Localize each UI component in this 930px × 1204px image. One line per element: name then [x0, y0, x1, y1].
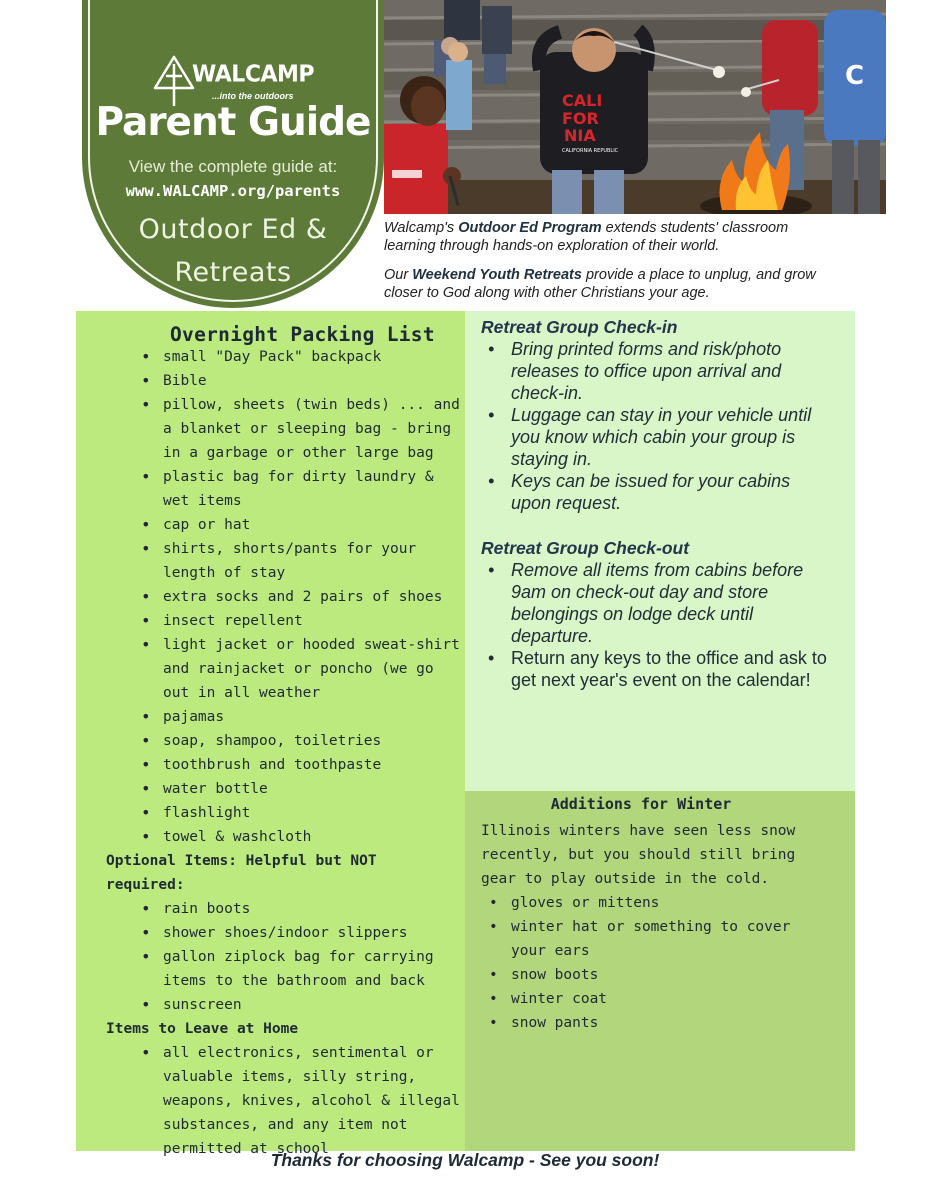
list-item: • winter coat [481, 987, 821, 1011]
svg-text:NIA: NIA [564, 126, 596, 145]
list-item: • Return any keys to the office and ask to get next year's event on the calendar! [485, 647, 835, 691]
winter-intro: Illinois winters have seen less snow recently, but you should still bring gear to play outside in the cold. [481, 823, 796, 887]
list-item: • pajamas [134, 705, 460, 729]
list-item: • rain boots [134, 897, 460, 921]
campfire-scene [384, 0, 886, 214]
winter-panel [465, 791, 855, 1151]
list-item: • small "Day Pack" backpack [134, 345, 460, 369]
intro-text [384, 219, 824, 313]
list-item: • Luggage can stay in your vehicle until you know which cabin your group is staying in. [485, 404, 835, 470]
page-title: Parent Guide [95, 100, 371, 145]
page-subtitle [82, 208, 384, 294]
list-item: • Keys can be issued for your cabins upon request. [485, 470, 835, 514]
list-item: • toothbrush and toothpaste [134, 753, 460, 777]
checkout-list [485, 559, 835, 691]
winter-body [481, 819, 821, 1035]
svg-text:CALI: CALI [562, 91, 603, 110]
list-item: • snow boots [481, 963, 821, 987]
optional-items-heading: Optional Items: Helpful but NOT required: [106, 853, 377, 893]
list-item: • insect repellent [134, 609, 460, 633]
list-item: • plastic bag for dirty laundry & wet items [134, 465, 460, 513]
subtitle-line-2: Retreats [174, 257, 292, 288]
list-item: • gloves or mittens [481, 891, 821, 915]
svg-text:FOR: FOR [562, 109, 599, 128]
checkout-heading: Retreat Group Check-out [481, 538, 690, 558]
intro-paragraph-1: Walcamp's Outdoor Ed Program extends students' classroom learning through hands-on exploration of their world. [384, 220, 789, 254]
list-item: • all electronics, sentimental or valuable items, silly string, weapons, knives, alcohol & illegal substances, and any item not permitted at school [134, 1041, 460, 1161]
list-item: • towel & washcloth [134, 825, 460, 849]
checkin-heading: Retreat Group Check-in [481, 317, 678, 337]
retreat-checkin-panel [465, 311, 855, 791]
weekend-youth-retreats: Weekend Youth Retreats [412, 267, 582, 283]
list-item: • sunscreen [134, 993, 460, 1017]
campfire-photo [384, 0, 886, 214]
winter-heading: Additions for Winter [550, 795, 732, 813]
logo-name: WALCAMP [192, 61, 315, 88]
packing-list-title: Overnight Packing List [170, 323, 435, 346]
list-item: • shirts, shorts/pants for your length of stay [134, 537, 460, 585]
list-item: • Remove all items from cabins before 9am on check-out day and store belongings on lodge deck until departure. [485, 559, 835, 647]
guide-url[interactable]: www.WALCAMP.org/parents [125, 182, 341, 200]
view-guide-text: View the complete guide at: [128, 157, 338, 176]
footer-message: Thanks for choosing Walcamp - See you soon! [270, 1150, 660, 1170]
winter-list [481, 891, 821, 1035]
packing-list-panel [76, 311, 465, 1157]
checkin-list [485, 338, 835, 514]
list-item: • flashlight [134, 801, 460, 825]
list-item: • Bible [134, 369, 460, 393]
logo-tagline: ...into the outdoors [212, 91, 294, 101]
leave-at-home-heading: Items to Leave at Home [106, 1021, 299, 1037]
intro-paragraph-2: Our Weekend Youth Retreats provide a place to unplug, and grow closer to God along with other Christians your age. [384, 267, 816, 301]
list-item: • light jacket or hooded sweat-shirt and rainjacket or poncho (we go out in all weather [134, 633, 460, 705]
svg-text:CALIFORNIA REPUBLIC: CALIFORNIA REPUBLIC [562, 148, 619, 154]
list-item: • pillow, sheets (twin beds) ... and a blanket or sleeping bag - bring in a garbage or other large bag [134, 393, 460, 465]
list-item: • water bottle [134, 777, 460, 801]
subtitle-line-1: Outdoor Ed & [138, 214, 328, 245]
list-item: • extra socks and 2 pairs of shoes [134, 585, 460, 609]
header-arch [82, 0, 384, 308]
hoodie-letter: C [845, 61, 865, 91]
outdoor-ed-program: Outdoor Ed Program [458, 220, 602, 236]
packing-list [106, 345, 460, 1161]
list-item: • cap or hat [134, 513, 460, 537]
list-item: • soap, shampoo, toiletries [134, 729, 460, 753]
list-item: • snow pants [481, 1011, 821, 1035]
list-item: • winter hat or something to cover your ears [481, 915, 821, 963]
list-item: • shower shoes/indoor slippers [134, 921, 460, 945]
list-item: • Bring printed forms and risk/photo releases to office upon arrival and check-in. [485, 338, 835, 404]
list-item: • gallon ziplock bag for carrying items to the bathroom and back [134, 945, 460, 993]
